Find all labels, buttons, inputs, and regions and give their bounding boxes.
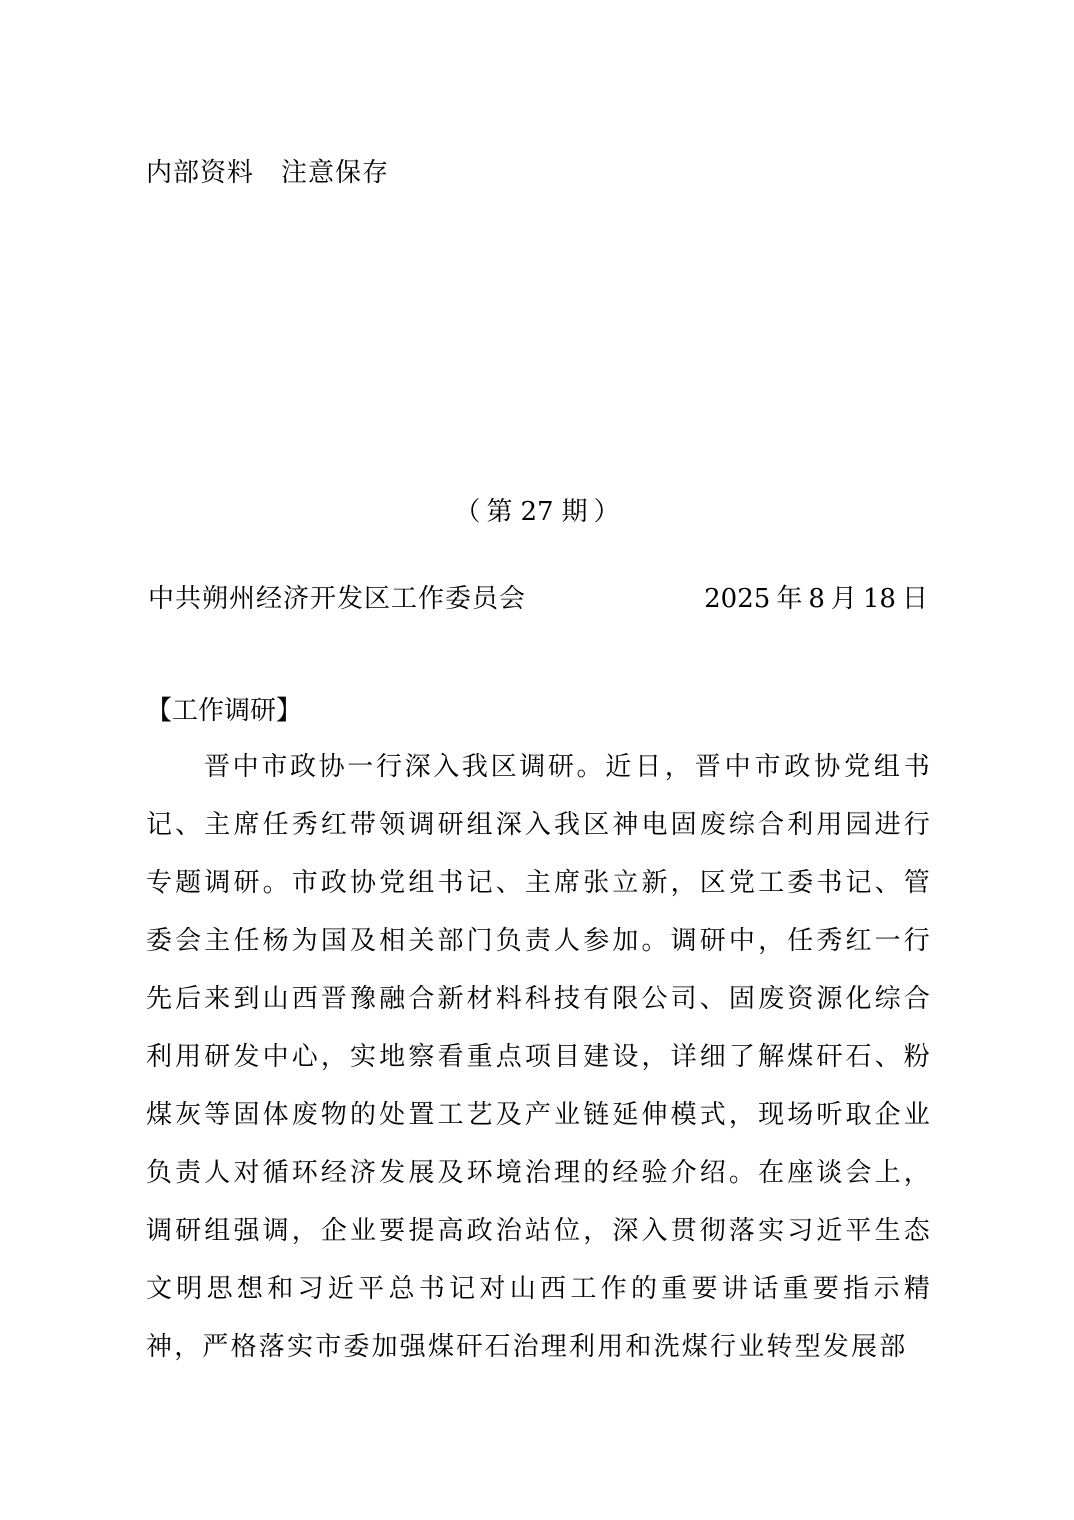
issue-close-paren: ） [593, 497, 620, 527]
issue-prefix: 第 [486, 497, 513, 527]
date-day: 18 [862, 584, 896, 614]
issue-open-paren: （ [454, 497, 481, 527]
date-month-unit: 月 [830, 584, 857, 614]
issue-number [0, 491, 1074, 528]
article-headline: 晋中市政协一行深入我区调研。 [204, 752, 606, 782]
date-year: 2025 [704, 584, 771, 614]
article-body: 近日，晋中市政协党组书记、主席任秀红带领调研组深入我区神电固废综合利用园进行专题调研。市政协党组书记、主席张立新，区党工委书记、管委会主任杨为国及相关部门负责人参加。调研中，任秀红一行先后来到山西晋豫融合新材料科技有限公司、固废资源化综合利用研发中心，实地察看重点项目建设，详细了解煤矸石、粉煤灰等固体废物的处置工艺及产业链延伸模式，现场听取企业负责人对循环经济发展及环境治理的经验介绍。在座谈会上，调研组强调，企业要提高政治站位，深入贯彻落实习近平生态文明思想和习近平总书记对山西工作的重要讲话重要指示精神，严格落实市委加强煤矸石治理利用和洗煤行业转型发展部 [146, 752, 932, 1362]
issue-value: 27 [520, 497, 554, 527]
date-month: 8 [808, 584, 825, 614]
date-year-unit: 年 [776, 584, 803, 614]
masthead [148, 578, 928, 615]
issue-suffix: 期 [561, 497, 588, 527]
issuer-name: 中共朔州经济开发区工作委员会 [148, 584, 527, 614]
article [146, 738, 932, 1376]
classification-notice: 内部资料 注意保存 [146, 158, 390, 188]
issue-date [704, 578, 928, 615]
section-title: 【工作调研】 [146, 696, 303, 726]
article-paragraph [146, 738, 932, 1376]
date-day-unit: 日 [901, 584, 928, 614]
